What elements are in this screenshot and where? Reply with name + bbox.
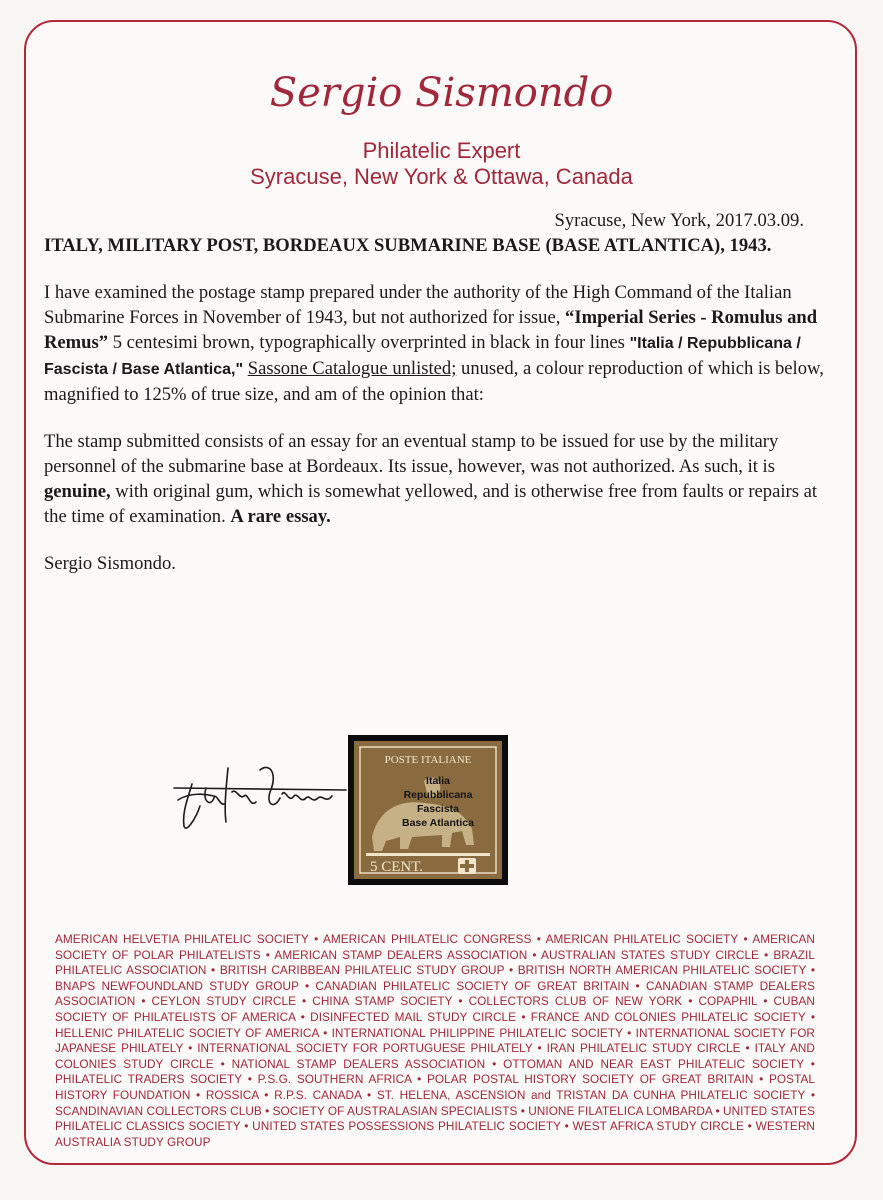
stamp-series-name: “Imperial Series - Romulus and Remus” [44,307,818,353]
certificate-body [44,208,834,576]
para1-text-a: I have examined the postage stamp prepared under the authority of the High Command of the Italian Submarine Forces in November of 1943, but not authorized for issue, [44,282,792,328]
opinion-paragraph-1 [44,280,834,407]
para2-text-a: The stamp submitted consists of an essay for an eventual stamp to be issued for use by the military personnel of the submarine base at Bordeaux. Its issue, however, was not authorized. As such, it is [44,431,779,477]
stamp-top-text: POSTE ITALIANE [384,754,472,766]
overprint-text: "Italia / Repubblicana / Fascista / Base Atlantica," [44,335,801,378]
stamp-romulus-remus [354,741,502,879]
member-societies: AMERICAN HELVETIA PHILATELIC SOCIETY • AMERICAN PHILATELIC CONGRESS • AMERICAN PHILATELIC SOCIETY • AMERICAN SOCIETY OF POLAR PHILATELISTS • AMERICAN STAMP DEALERS ASSOCIATION • AUSTRALIAN STATES STUDY CIRCLE • BRAZIL PHILATELIC ASSOCIATION • BRITISH CARIBBEAN PHILATELIC STUDY GROUP • BRITISH NORTH AMERICAN PHILATELIC SOCIETY • BNAPS NEWFOUNDLAND STUDY GROUP • CANADIAN PHILATELIC SOCIETY OF GREAT BRITAIN • CANADIAN STAMP DEALERS ASSOCIATION • CEYLON STUDY CIRCLE • CHINA STAMP SOCIETY • COLLECTORS CLUB OF NEW YORK • COPAPHIL • CUBAN SOCIETY OF PHILATELISTS OF AMERICA • DISINFECTED MAIL STUDY CIRCLE • FRANCE AND COLONIES PHILATELIC SOCIETY • HELLENIC PHILATELIC SOCIETY OF AMERICA • INTERNATIONAL PHILIPPINE PHILATELIC SOCIETY • INTERNATIONAL SOCIETY FOR JAPANESE PHILATELY • INTERNATIONAL SOCIETY FOR PORTUGUESE PHILATELY • IRAN PHILATELIC STUDY CIRCLE • ITALY AND COLONIES STUDY CIRCLE • NATIONAL STAMP DEALERS ASSOCIATION • OTTOMAN AND NEAR EAST PHILATELIC SOCIETY • PHILATELIC TRADERS SOCIETY • P.S.G. SOUTHERN AFRICA • POLAR POSTAL HISTORY SOCIETY OF GREAT BRITAIN • POSTAL HISTORY FOUNDATION • ROSSICA • R.P.S. CANADA • ST. HELENA, ASCENSION and TRISTAN DA CUNHA PHILATELIC SOCIETY • SCANDINAVIAN COLLECTORS CLUB • SOCIETY OF AUSTRALASIAN SPECIALISTS • UNIONE FILATELICA LOMBARDA • UNITED STATES PHILATELIC CLASSICS SOCIETY • UNITED STATES POSSESSIONS PHILATELIC SOCIETY • WEST AFRICA STUDY CIRCLE • WESTERN AUSTRALIA STUDY GROUP [55,932,816,1149]
overprint-line-1: Italia [426,775,450,787]
opinion-paragraph-2 [44,429,834,529]
stamp-value: 5 CENT. [370,859,424,875]
stamp-image [348,735,508,885]
para1-text-c: unused, a colour reproduction of which is below, magnified to 125% of true size, and am of the opinion that: [44,358,824,405]
catalogue-reference: Sassone Catalogue unlisted; [247,358,457,379]
expert-title: Philatelic Expert [362,138,521,163]
signoff: Sergio Sismondo. [44,553,176,574]
para2-text-b: with original gum, which is somewhat yellowed, and is otherwise free from faults or repairs at the time of examination. [44,481,818,527]
savoy-cross-icon [458,858,476,874]
handwritten-signature [170,748,350,836]
overprint-line-2: Repubblicana [403,789,473,801]
overprint-line-4: Base Atlantica [402,817,474,829]
overprint-line-3: Fascista [416,803,460,815]
date-line: Syracuse, New York, 2017.03.09. [554,210,804,231]
expert-name: Sergio Sismondo [269,70,614,116]
genuine-verdict: genuine, [44,481,111,502]
letterhead [0,70,883,190]
expert-location: Syracuse, New York & Ottawa, Canada [250,164,633,189]
para1-text-b: 5 centesimi brown, typographically overprinted in black in four lines [108,332,630,353]
certificate-heading: ITALY, MILITARY POST, BORDEAUX SUBMARINE BASE (BASE ATLANTICA), 1943. [44,235,772,256]
rarity-note: A rare essay. [230,506,331,527]
